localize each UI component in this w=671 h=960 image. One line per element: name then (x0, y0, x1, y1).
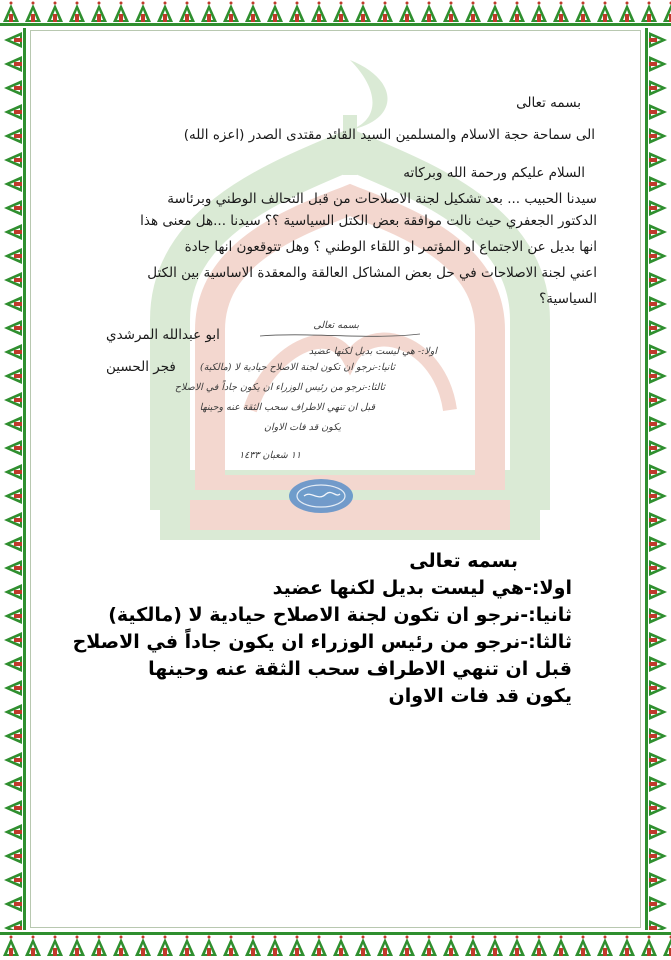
handwritten-line: قبل ان تنهي الاطراف سحب الثقة عنه وحينها (199, 402, 375, 413)
handwritten-line: ثانيا:-نرجو ان تكون لجنة الاصلاح حيادية لا (مالكية) (200, 362, 395, 373)
handwritten-line: يكون قد فات الاوان (263, 422, 341, 433)
letter-header: بسمه تعالى (516, 95, 581, 111)
transcription-line: ثالثا:-نرجو من رئيس الوزراء ان يكون جاداً في الاصلاح (72, 631, 572, 653)
signature-name: فجر الحسين (106, 359, 176, 375)
signature-name: ابو عبدالله المرشدي (106, 327, 220, 343)
transcription-line: ثانيا:-نرجو ان تكون لجنة الاصلاح حيادية لا (مالكية) (108, 604, 572, 626)
handwritten-date: ١١ شعبان ١٤٣٣ (239, 450, 301, 461)
transcription-line: اولا:-هي ليست بديل لكنها عضيد (272, 577, 572, 599)
seal-stamp-icon (286, 476, 356, 516)
handwritten-line: اولا:- هي ليست بديل لكنها عضيد (308, 346, 437, 357)
decorative-border-right (643, 28, 671, 930)
letter-body-line: السياسية؟ (539, 291, 597, 307)
letter-body-line: سيدنا الحبيب ... بعد تشكيل لجنة الاصلاحات من قبل التحالف الوطني وبرئاسة (167, 191, 597, 207)
decorative-border-bottom (0, 930, 671, 960)
handwritten-line: ثالثا:-نرجو من رئيس الوزراء ان يكون جاداً في الاصلاح (174, 382, 385, 393)
transcription-line: يكون قد فات الاوان (388, 685, 572, 707)
letter-addressee: الى سماحة حجة الاسلام والمسلمين السيد القائد مقتدى الصدر (اعزه الله) (183, 127, 595, 143)
letter-greeting: السلام عليكم ورحمة الله وبركاته (403, 165, 585, 181)
handwritten-line: بسمه تعالى (313, 320, 359, 331)
letter-body-line: اعني لجنة الاصلاحات في حل بعض المشاكل العالقة والمعقدة الاساسية بين الكتل (147, 265, 597, 281)
letter-body-line: الدكتور الجعفري حيث نالت موافقة بعض الكتل السياسية ؟؟ سيدنا ...هل معنى هذا (140, 213, 597, 229)
handwritten-underline (250, 328, 570, 348)
letter-body-line: انها بديل عن الاجتماع او المؤتمر او اللقاء الوطني ؟ وهل تتوقعون انها جادة (184, 239, 597, 255)
decorative-border-left (0, 28, 28, 930)
transcription-line: بسمه تعالى (409, 550, 518, 572)
transcription-line: قبل ان تنهي الاطراف سحب الثقة عنه وحينها (148, 658, 572, 680)
